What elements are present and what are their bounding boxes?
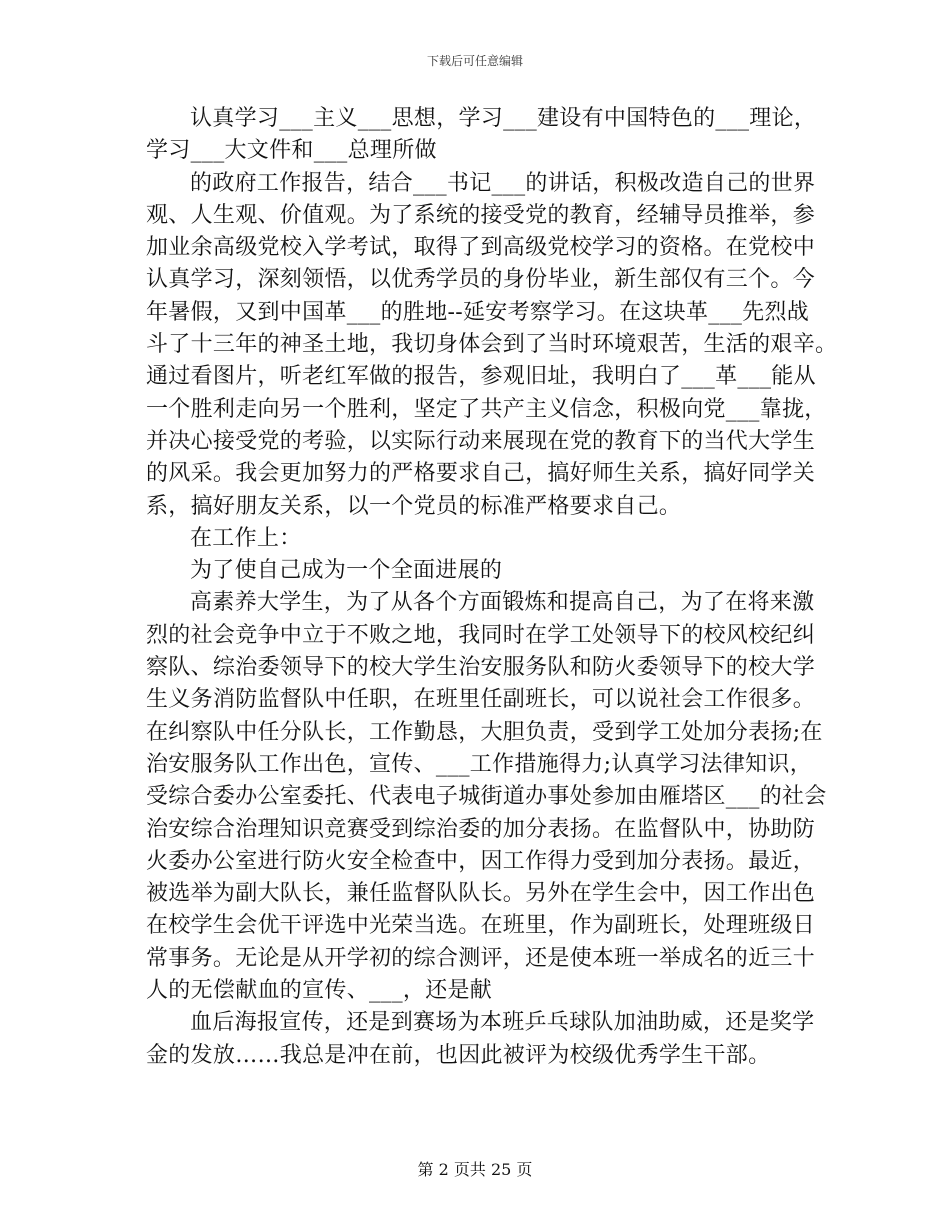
text-line: 血后海报宣传，还是到赛场为本班乒乓球队加油助威，还是奖学: [190, 1010, 815, 1036]
text-line: 被选举为副大队长，兼任监督队队长。另外在学生会中，因工作出色: [146, 881, 816, 907]
text-line: 烈的社会竞争中立于不败之地，我同时在学工处领导下的校风校纪纠: [146, 622, 816, 648]
text-line: 的风采。我会更加努力的严格要求自己，搞好师生关系，搞好同学关: [146, 461, 816, 487]
page-footer: 第 2 页共 25 页: [417, 1160, 533, 1179]
text-line: 观、人生观、价值观。为了系统的接受党的教育，经辅导员推举，参: [146, 202, 816, 228]
text-line: 在工作上：: [190, 525, 302, 551]
text-line: 为了使自己成为一个全面进展的: [190, 558, 503, 584]
body-text: [146, 103, 838, 1072]
text-line: 常事务。无论是从开学初的综合测评，还是使本班一举成名的近三十: [146, 945, 816, 971]
text-line: 学习___大文件和___总理所做: [146, 138, 437, 164]
text-line: 金的发放……我总是冲在前，也因此被评为校级优秀学生干部。: [146, 1042, 771, 1068]
text-line: 察队、综治委领导下的校大学生治安服务队和防火委领导下的校大学: [146, 655, 816, 681]
text-line: 治安综合治理知识竞赛受到综治委的加分表扬。在监督队中，协助防: [146, 816, 816, 842]
text-line: 通过看图片，听老红军做的报告，参观旧址，我明白了___革___能从: [146, 364, 816, 390]
text-line: 一个胜利走向另一个胜利，坚定了共产主义信念，积极向党___靠拢，: [146, 396, 827, 422]
text-line: 生义务消防监督队中任职，在班里任副班长，可以说社会工作很多。: [146, 687, 816, 713]
text-line: 人的无偿献血的宣传、___，还是献: [146, 978, 493, 1004]
page-header: 下载后可任意编辑: [426, 54, 523, 68]
text-line: 并决心接受党的考验，以实际行动来展现在党的教育下的当代大学生: [146, 428, 816, 454]
text-line: 火委办公室进行防火安全检查中，因工作得力受到加分表扬。最近，: [146, 848, 816, 874]
text-line: 系，搞好朋友关系，以一个党员的标准严格要求自己。: [146, 493, 682, 519]
text-line: 治安服务队工作出色，宣传、___工作措施得力;认真学习法律知识，: [146, 751, 813, 777]
text-line: 认真学习___主义___思想，学习___建设有中国特色的___理论，: [190, 106, 817, 131]
text-line: 年暑假，又到中国革___的胜地--延安考察学习。在这块革___先烈战: [146, 299, 810, 325]
text-line: 认真学习，深刻领悟，以优秀学员的身份毕业，新生部仅有三个。今: [146, 267, 816, 293]
text-line: 的政府工作报告，结合___书记___的讲话，积极改造自己的世界: [190, 170, 816, 196]
text-line: 受综合委办公室委托、代表电子城街道办事处参加由雁塔区___的社会: [146, 784, 827, 810]
text-line: 在校学生会优干评选中光荣当选。在班里，作为副班长，处理班级日: [146, 913, 816, 939]
text-line: 在纠察队中任分队长，工作勤恳，大胆负责，受到学工处加分表扬;在: [146, 719, 823, 745]
text-line: 高素养大学生，为了从各个方面锻炼和提高自己，为了在将来激: [190, 590, 815, 616]
text-line: 斗了十三年的神圣土地，我切身体会到了当时环境艰苦，生活的艰辛。: [146, 332, 838, 358]
text-line: 加业余高级党校入学考试，取得了到高级党校学习的资格。在党校中: [146, 235, 816, 261]
